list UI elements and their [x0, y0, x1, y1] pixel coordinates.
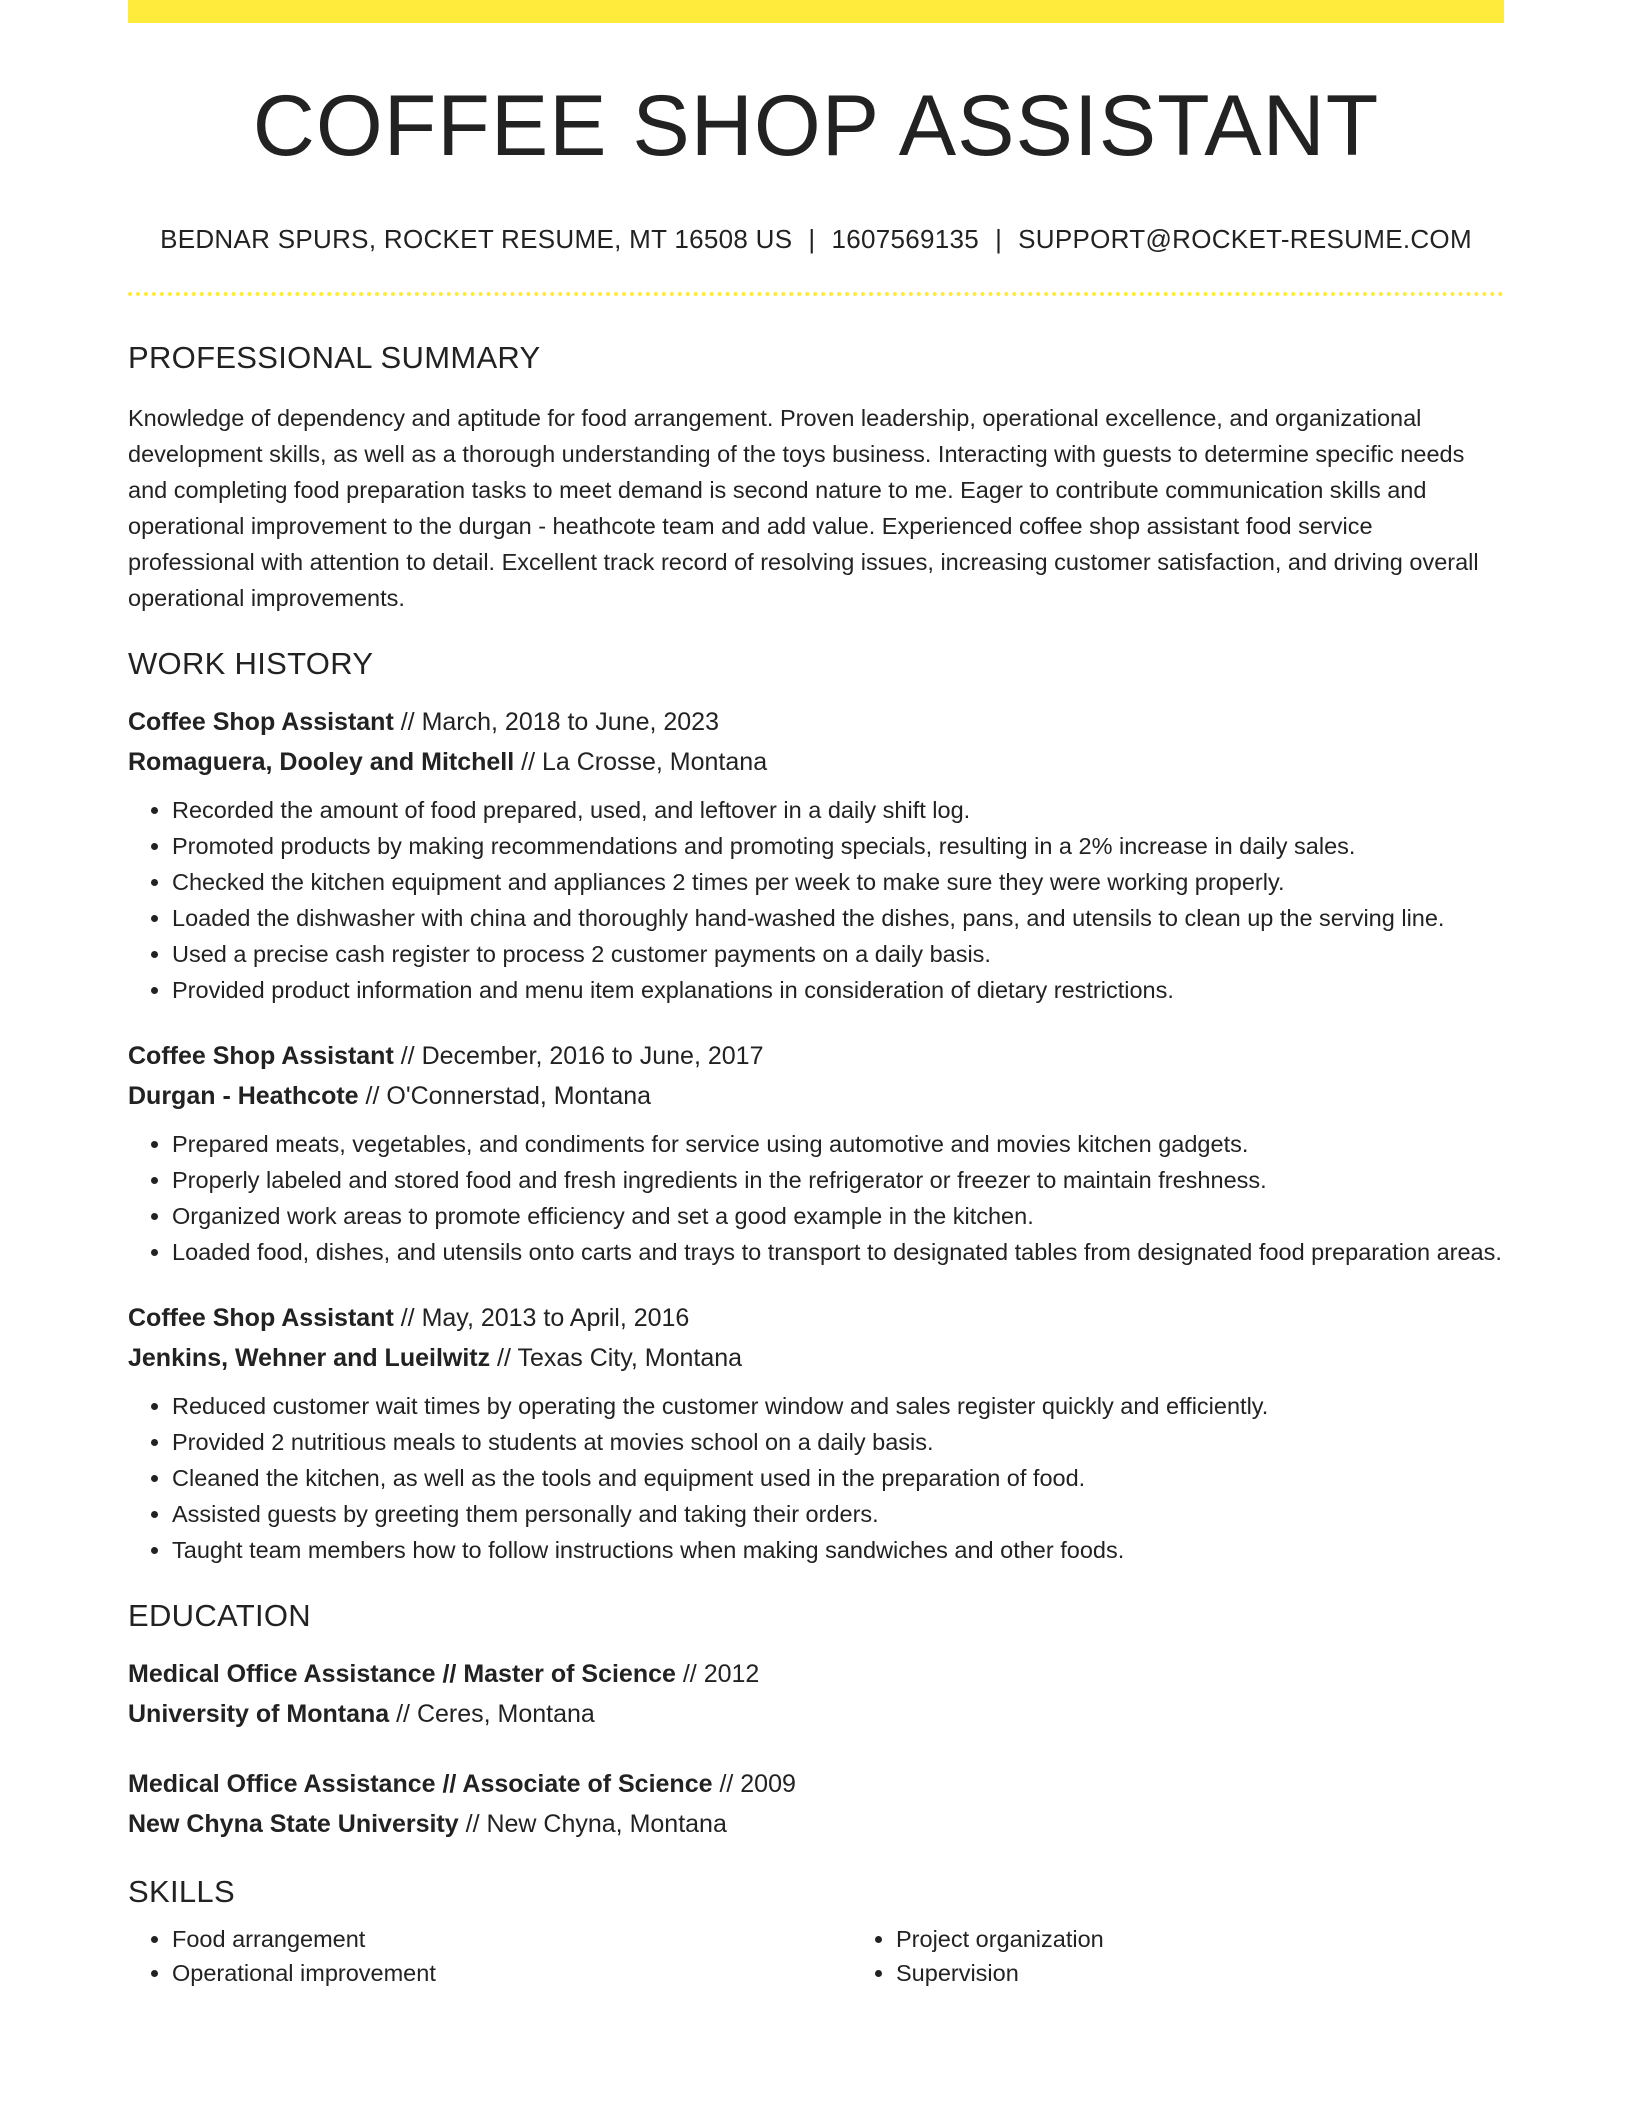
job-dates: // December, 2016 to June, 2017: [393, 1041, 764, 1070]
job-bullet: • Checked the kitchen equipment and appliances 2 times per week to make sure they were working properly.: [172, 864, 1504, 900]
job-bullets: [128, 1126, 1504, 1270]
job-bullet: • Promoted products by making recommendations and promoting specials, resulting in a 2% increase in daily sales.: [172, 828, 1504, 864]
job-bullets: [128, 1388, 1504, 1568]
job-bullet: • Taught team members how to follow instructions when making sandwiches and other foods.: [172, 1532, 1504, 1568]
job-company: Durgan - Heathcote: [128, 1081, 359, 1110]
contact-phone: 1607569135: [831, 223, 980, 254]
education-school: University of Montana: [128, 1699, 390, 1728]
education-entry: [128, 1654, 1504, 1734]
education-degree-line: [128, 1764, 1504, 1804]
work-history-heading: WORK HISTORY: [128, 645, 374, 681]
job-role: Coffee Shop Assistant: [128, 1303, 394, 1332]
job-company: Romaguera, Dooley and Mitchell: [128, 747, 515, 776]
contact-separator: |: [995, 223, 1003, 254]
job-bullet: • Prepared meats, vegetables, and condiments for service using automotive and movies kitchen gadgets.: [172, 1126, 1504, 1162]
job-company-line: [128, 1076, 1504, 1116]
job-title-line: [128, 1036, 1504, 1076]
job-bullet: • Provided product information and menu item explanations in consideration of dietary restrictions.: [172, 972, 1504, 1008]
job-entry: [128, 1036, 1504, 1270]
education-degree-line: [128, 1654, 1504, 1694]
education-school: New Chyna State University: [128, 1809, 459, 1838]
job-bullet: • Reduced customer wait times by operating the customer window and sales register quickly and efficiently.: [172, 1388, 1504, 1424]
education-year: // 2009: [712, 1769, 796, 1798]
education-entry: [128, 1764, 1504, 1844]
accent-bar: [128, 0, 1504, 23]
header-divider: [128, 292, 1504, 296]
skills-list: [128, 1922, 1504, 1990]
education-school-line: [128, 1804, 1504, 1844]
skills-heading: SKILLS: [128, 1873, 235, 1909]
skill-item: • Operational improvement: [172, 1956, 852, 1990]
job-bullet: • Cleaned the kitchen, as well as the tools and equipment used in the preparation of food.: [172, 1460, 1504, 1496]
education-year: // 2012: [675, 1659, 760, 1688]
education-location: // New Chyna, Montana: [458, 1809, 727, 1838]
skills-column-right: [852, 1922, 1456, 1990]
job-location: // Texas City, Montana: [490, 1343, 743, 1372]
job-bullet: • Loaded the dishwasher with china and thoroughly hand-washed the dishes, pans, and utensils to clean up the serving line.: [172, 900, 1504, 936]
job-bullet: • Used a precise cash register to process 2 customer payments on a daily basis.: [172, 936, 1504, 972]
education-location: // Ceres, Montana: [389, 1699, 595, 1728]
job-role: Coffee Shop Assistant: [128, 707, 394, 736]
job-company: Jenkins, Wehner and Lueilwitz: [128, 1343, 491, 1372]
job-title-line: [128, 702, 1504, 742]
job-location: // La Crosse, Montana: [514, 747, 768, 776]
contact-separator: |: [808, 223, 816, 254]
job-bullets: [128, 792, 1504, 1008]
summary-text: Knowledge of dependency and aptitude for food arrangement. Proven leadership, operational excellence, and organizational development skills, as well as a thorough understanding of the toys business. Interacting with guests to determine specific needs and completing food preparation tasks to meet demand is second nature to me. Eager to contribute communication skills and operational improvement to the durgan - heathcote team and add value. Experienced coffee shop assistant food service professional with attention to detail. Excellent track record of resolving issues, increasing customer satisfaction, and driving overall operational improvements.: [128, 404, 1479, 611]
contact-email: SUPPORT@ROCKET-RESUME.COM: [1018, 223, 1472, 254]
education-school-line: [128, 1694, 1504, 1734]
resume-title: COFFEE SHOP ASSISTANT: [252, 78, 1380, 174]
summary-heading: PROFESSIONAL SUMMARY: [128, 339, 541, 375]
job-bullet: • Assisted guests by greeting them personally and taking their orders.: [172, 1496, 1504, 1532]
skill-item: • Project organization: [896, 1922, 1456, 1956]
job-bullet: • Provided 2 nutritious meals to students at movies school on a daily basis.: [172, 1424, 1504, 1460]
resume-page: [128, 0, 1504, 1990]
contact-line: [128, 224, 1504, 255]
job-dates: // May, 2013 to April, 2016: [393, 1303, 690, 1332]
job-company-line: [128, 1338, 1504, 1378]
education-degree: Medical Office Assistance // Associate of Science: [128, 1769, 713, 1798]
job-bullet: • Properly labeled and stored food and fresh ingredients in the refrigerator or freezer to maintain freshness.: [172, 1162, 1504, 1198]
contact-address: BEDNAR SPURS, ROCKET RESUME, MT 16508 US: [160, 223, 793, 254]
job-entry: [128, 1298, 1504, 1568]
skill-item: • Food arrangement: [172, 1922, 852, 1956]
skills-column-left: [128, 1922, 852, 1990]
job-bullet: • Loaded food, dishes, and utensils onto carts and trays to transport to designated tables from designated food preparation areas.: [172, 1234, 1504, 1270]
education-degree: Medical Office Assistance // Master of Science: [128, 1659, 676, 1688]
job-bullet: • Organized work areas to promote efficiency and set a good example in the kitchen.: [172, 1198, 1504, 1234]
skill-item: • Supervision: [896, 1956, 1456, 1990]
job-company-line: [128, 742, 1504, 782]
job-role: Coffee Shop Assistant: [128, 1041, 394, 1070]
job-dates: // March, 2018 to June, 2023: [393, 707, 719, 736]
job-location: // O'Connerstad, Montana: [358, 1081, 652, 1110]
job-title-line: [128, 1298, 1504, 1338]
job-bullet: • Recorded the amount of food prepared, used, and leftover in a daily shift log.: [172, 792, 1504, 828]
job-entry: [128, 702, 1504, 1008]
education-heading: EDUCATION: [128, 1597, 311, 1633]
